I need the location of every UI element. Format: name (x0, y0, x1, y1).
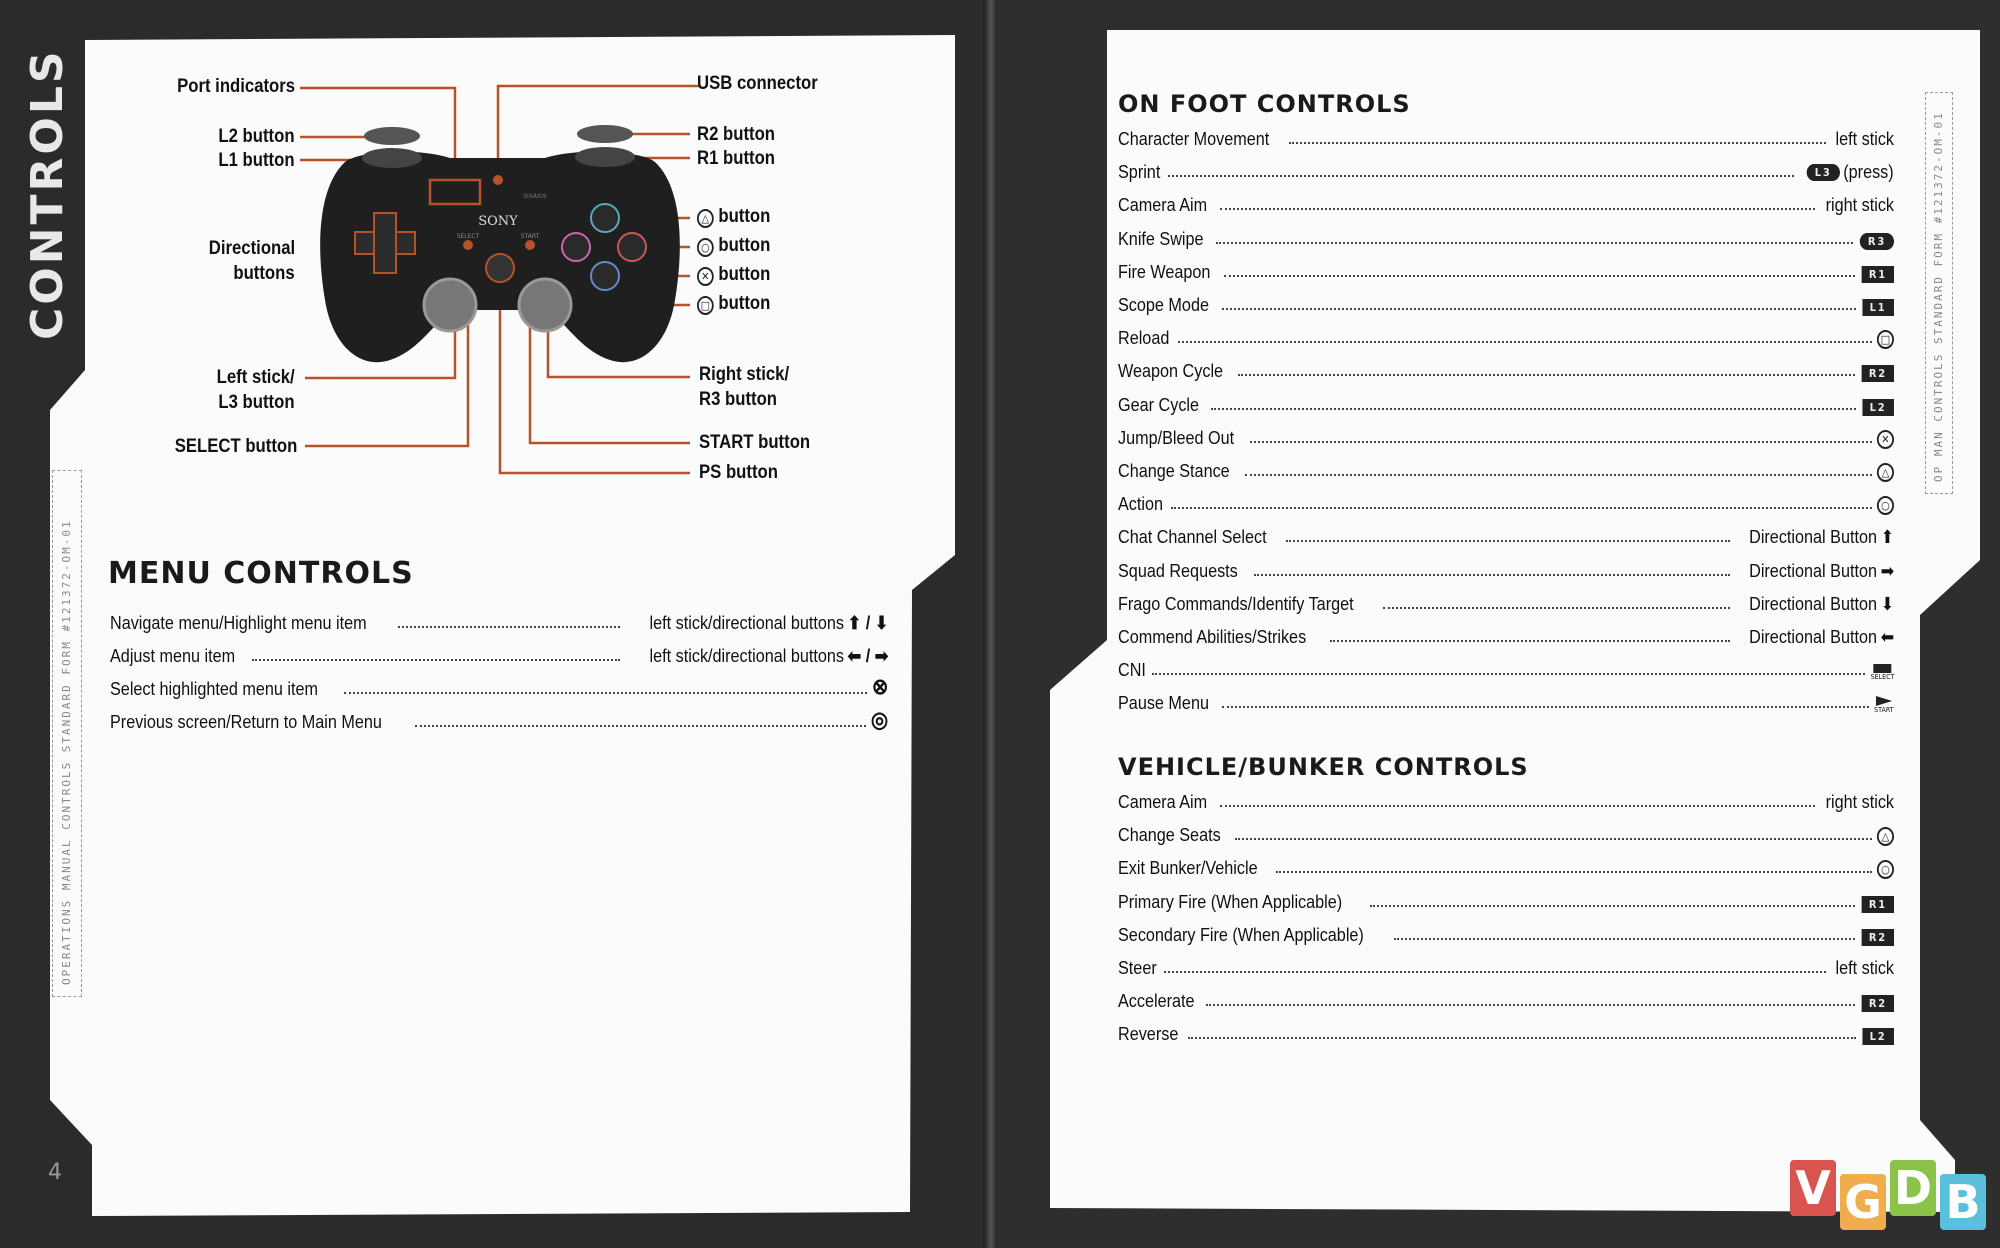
watermark-letter: B (1940, 1174, 1986, 1230)
controller-diagram (0, 0, 985, 520)
vgdb-watermark (1790, 1160, 1986, 1230)
face-button-icon: ○ (1877, 860, 1894, 879)
face-button-icon: △ (1877, 463, 1894, 482)
label-r2-button: R2 button (697, 124, 776, 145)
control-row: Chat Channel Select Directional Button ⬆ (1118, 527, 1894, 548)
triangle-icon: △ (697, 209, 714, 228)
left-page (0, 0, 985, 1248)
control-row: Commend Abilities/Strikes Directional Button ⬅ (1118, 627, 1894, 647)
watermark-letter: V (1790, 1160, 1836, 1216)
watermark-letter: G (1840, 1174, 1886, 1230)
on-foot-controls-title: ON FOOT CONTROLS (1118, 90, 1411, 118)
label-right-stick-2: R3 button (699, 389, 778, 410)
label-usb-connector: USB connector (697, 73, 818, 94)
label-cross-button: ✕ button (697, 264, 770, 286)
select-button-icon: SELECT (1870, 664, 1894, 681)
face-button-icon: □ (1877, 330, 1894, 349)
control-row: Camera Aim right stick (1118, 792, 1894, 812)
label-triangle-button: △ button (697, 206, 770, 228)
shoulder-button-icon: R2 (1861, 929, 1894, 946)
up-down-arrow-icon: ⬆ / ⬇ (847, 613, 888, 633)
control-row: CNI SELECT (1118, 660, 1894, 682)
control-row: Accelerate R2 (1118, 986, 1894, 1012)
menu-controls-title: MENU CONTROLS (108, 556, 414, 591)
stamp-text-right: OP MAN CONTROLS STANDARD FORM #121372-OM-01 (1932, 111, 1945, 482)
controller-select: SELECT (456, 233, 480, 240)
menu-row: Adjust menu item left stick/directional buttons ⬅ / ➡ (110, 646, 888, 666)
control-row: Frago Commands/Identify Target Directional Button ⬇ (1118, 593, 1894, 614)
label-port-indicators: Port indicators (177, 76, 295, 97)
shoulder-button-icon: L2 (1863, 1028, 1894, 1045)
control-row: Squad Requests Directional Button ➡ (1118, 560, 1894, 581)
control-row: Change Stance △ (1118, 456, 1894, 482)
button-pill-icon: R3 (1860, 233, 1894, 250)
cross-icon: ✕ (697, 267, 714, 286)
button-pill-icon: L3 (1807, 164, 1840, 181)
circle-button-icon: ◎ (870, 707, 888, 732)
value-extra: ➡ (1880, 560, 1894, 581)
control-row: Sprint L3 (press) (1118, 162, 1894, 183)
menu-row: Select highlighted menu item ⊗ (110, 674, 888, 699)
label-left-stick-2: L3 button (218, 392, 295, 413)
control-row: Pause Menu START (1118, 693, 1894, 715)
shoulder-button-icon: L2 (1863, 399, 1894, 416)
control-row: Secondary Fire (When Applicable) R2 (1118, 920, 1894, 946)
menu-row: Navigate menu/Highlight menu item left stick/directional buttons ⬆ / ⬇ (110, 613, 888, 633)
label-l1-button: L1 button (218, 150, 295, 171)
control-row: Scope Mode L1 (1118, 290, 1894, 316)
label-l2-button: L2 button (218, 126, 295, 147)
value-extra: ⬇ (1880, 593, 1894, 614)
controller-brand: SONY (478, 214, 518, 229)
shoulder-button-icon: R2 (1861, 995, 1894, 1012)
label-directional-1: Directional (208, 238, 295, 259)
control-row: Weapon Cycle R2 (1118, 356, 1894, 382)
controller-start: START (520, 233, 540, 240)
cross-button-icon: ⊗ (871, 674, 888, 699)
right-page (995, 0, 2000, 1248)
control-row: Gear Cycle L2 (1118, 390, 1894, 416)
face-button-icon: △ (1877, 827, 1894, 846)
label-circle-button: ○ button (697, 235, 770, 257)
watermark-letter: D (1890, 1160, 1936, 1216)
label-left-stick-1: Left stick/ (216, 367, 295, 388)
control-row: Action ○ (1118, 489, 1894, 515)
face-button-icon: ○ (1877, 496, 1894, 515)
left-right-arrow-icon: ⬅ / ➡ (847, 646, 888, 666)
control-row: Change Seats △ (1118, 820, 1894, 846)
control-row: Exit Bunker/Vehicle ○ (1118, 853, 1894, 879)
label-right-stick-1: Right stick/ (699, 364, 790, 385)
control-row: Camera Aim right stick (1118, 195, 1894, 216)
control-row: Fire Weapon R1 (1118, 257, 1894, 283)
sidebar-title: CONTROLS (22, 48, 73, 340)
control-row: Jump/Bleed Out ✕ (1118, 423, 1894, 449)
value-extra: (press) (1843, 162, 1894, 183)
shoulder-button-icon: R1 (1861, 266, 1894, 283)
label-ps-button: PS button (699, 462, 778, 483)
stamp-text: OPERATIONS MANUAL CONTROLS STANDARD FORM #121372-OM-01 (60, 519, 73, 985)
control-row: Steer left stick (1118, 958, 1894, 978)
start-button-icon: START (1875, 696, 1894, 714)
controller-model: SIXAXIS (523, 193, 547, 200)
square-icon: □ (697, 296, 714, 315)
face-button-icon: ✕ (1877, 430, 1894, 449)
control-row: Reverse L2 (1118, 1019, 1894, 1045)
control-row: Reload □ (1118, 323, 1894, 349)
control-row: Primary Fire (When Applicable) R1 (1118, 887, 1894, 913)
control-row: Knife Swipe R3 (1118, 224, 1894, 250)
vehicle-bunker-controls-title: VEHICLE/BUNKER CONTROLS (1118, 753, 1529, 781)
circle-icon: ○ (697, 238, 714, 257)
shoulder-button-icon: R2 (1861, 365, 1894, 382)
value-extra: ⬅ (1880, 627, 1894, 647)
label-square-button: □ button (697, 293, 770, 315)
control-row: Character Movement left stick (1118, 129, 1894, 149)
label-select-button: SELECT button (174, 436, 297, 457)
page-number: 4 (48, 1160, 62, 1185)
shoulder-button-icon: R1 (1861, 896, 1894, 913)
label-r1-button: R1 button (697, 148, 776, 169)
menu-row: Previous screen/Return to Main Menu ◎ (110, 707, 888, 732)
label-directional-2: buttons (233, 263, 295, 284)
label-start-button: START button (699, 432, 811, 453)
value-extra: ⬆ (1880, 527, 1894, 548)
shoulder-button-icon: L1 (1863, 299, 1894, 316)
